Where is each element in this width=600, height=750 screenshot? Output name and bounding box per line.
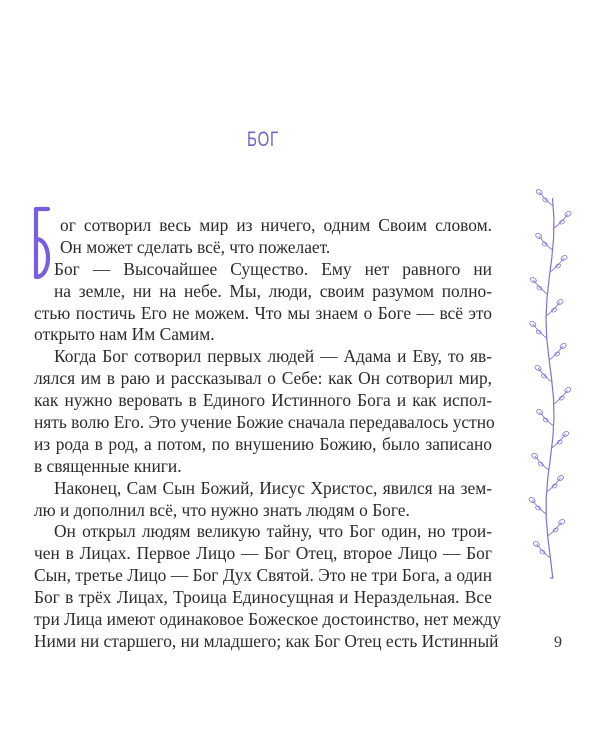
text-line: открыто нам Им Самим. xyxy=(34,324,215,345)
vine-icon xyxy=(520,178,580,583)
text-line: Сын, третье Лицо — Бог Дух Святой. Это не три Бога, а один xyxy=(34,565,492,586)
text-line: Наконец, Сам Сын Божий, Иисус Христос, явился на зем- xyxy=(54,477,492,498)
text-line: лялся им в раю и рассказывал о Себе: как Он сотворил мир, xyxy=(34,368,492,389)
text-line: три Лица имеют одинаковое Божеское достоинство, нет между xyxy=(34,609,501,630)
text-line: как нужно веровать в Единого Истинного Бога и как испол- xyxy=(34,390,492,411)
text-line: на земле, ни на небе. Мы, люди, своим разумом полно- xyxy=(54,280,492,301)
text-line: стью постичь Его не можем. Что мы знаем о Боге — всё это xyxy=(34,302,492,323)
body-text xyxy=(34,215,501,653)
text-line: Он может сделать всё, что пожелает. xyxy=(60,236,331,257)
text-line: ог сотворил весь мир из ничего, одним Своим словом. xyxy=(60,215,492,235)
page-number: 9 xyxy=(554,634,562,651)
text-line: Он открыл людям великую тайну, что Бог один, но трои- xyxy=(54,521,492,542)
text-line: нять волю Его. Это учение Божие сначала передавалось устно xyxy=(34,412,495,433)
text-line: Бог в трёх Лицах, Троица Единосущная и Нераздельная. Все xyxy=(34,587,492,608)
chapter-title: БОГ xyxy=(247,128,279,151)
text-line: в священные книги. xyxy=(34,455,182,476)
text-line: Бог — Высочайшее Существо. Ему нет равного ни xyxy=(54,258,492,279)
text-line: чен в Лицах. Первое Лицо — Бог Отец, второе Лицо — Бог xyxy=(34,543,492,564)
text-line: лю и дополнил всё, что нужно знать людям о Боге. xyxy=(34,499,410,520)
text-line: из рода в род, а потом, по внушению Божию, было записано xyxy=(34,433,492,454)
text-line: Ними ни старшего, ни младшего; как Бог Отец есть Истинный xyxy=(34,630,499,651)
text-line: Когда Бог сотворил первых людей — Адама и Еву, то яв- xyxy=(54,346,492,367)
